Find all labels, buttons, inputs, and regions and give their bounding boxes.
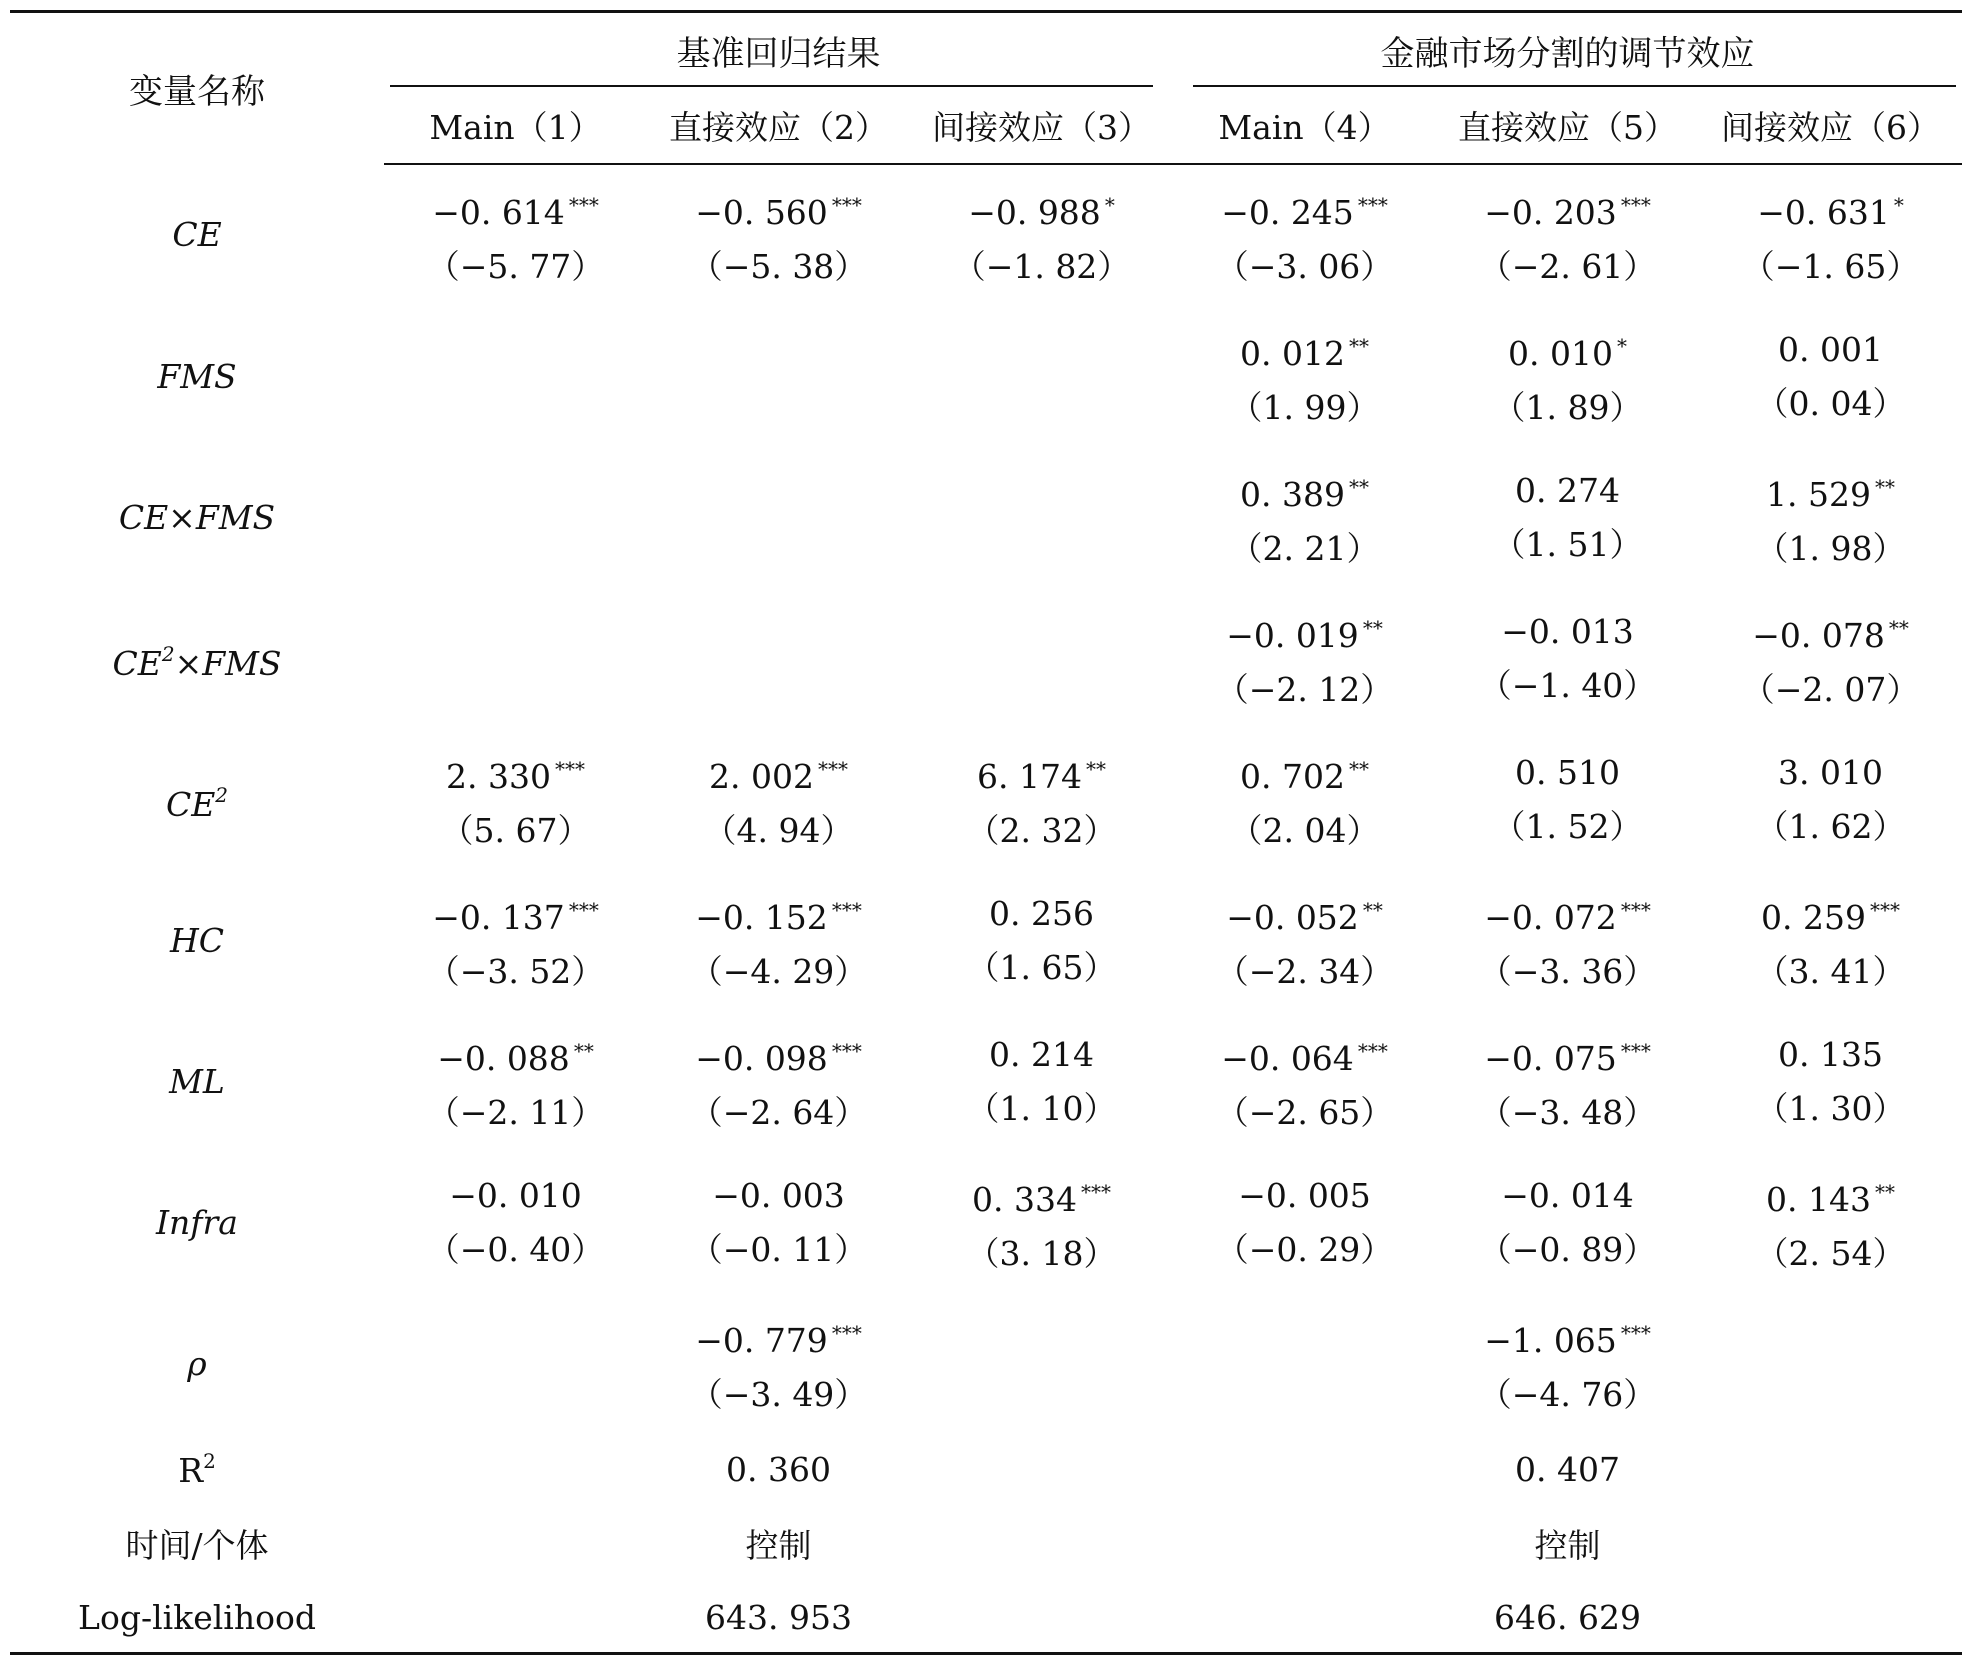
coefficient-line [1173, 1169, 1436, 1223]
table-cell [1699, 1293, 1962, 1434]
coefficient-line [1173, 1024, 1436, 1086]
t-statistic: （−4. 76） [1478, 1374, 1657, 1414]
variable-name [10, 729, 384, 870]
t-statistic: （−5. 38） [689, 246, 868, 286]
r2-superscript: 2 [203, 1448, 216, 1473]
coefficient-value: −0. 560 [695, 192, 828, 232]
column-header-1: Main（1） [384, 87, 647, 164]
significance-stars: *** [1357, 1038, 1388, 1063]
table-cell [1436, 306, 1699, 447]
significance-stars: ** [1348, 474, 1369, 499]
table-cell [384, 447, 647, 588]
column-header-6: 间接效应（6） [1699, 87, 1962, 164]
coefficient-line [1436, 746, 1699, 800]
significance-stars: ** [573, 1038, 594, 1063]
significance-stars: *** [1870, 897, 1900, 922]
variable-name [10, 588, 384, 729]
table-cell [1173, 870, 1436, 1011]
table-cell [1436, 1152, 1699, 1293]
coefficient-line [1699, 1165, 1962, 1227]
coefficient-value: 0. 274 [1515, 470, 1620, 510]
coefficient-line [1173, 319, 1436, 381]
table-cell [1436, 588, 1699, 729]
coefficient-line [647, 1169, 910, 1223]
table-cell [1173, 1152, 1436, 1293]
t-statistic: （−0. 11） [689, 1229, 868, 1269]
coefficient-value: −0. 779 [695, 1320, 828, 1360]
coefficient-line [910, 1165, 1173, 1227]
summary-value-r2-moderation: 0. 407 [1515, 1449, 1620, 1489]
coefficient-line [1436, 1169, 1699, 1223]
coefficient-line [1699, 883, 1962, 945]
t-statistic: （5. 67） [440, 810, 591, 850]
t-statistic: （−3. 48） [1478, 1092, 1657, 1132]
coefficient-line [1699, 460, 1962, 522]
significance-stars: *** [568, 192, 599, 217]
table-cell [647, 306, 910, 447]
coefficient-line [1436, 1024, 1699, 1086]
summary-label-controls: 时间/个体 [125, 1525, 269, 1565]
coefficient-value: 0. 012 [1240, 333, 1345, 373]
coefficient-line [1436, 319, 1699, 381]
significance-stars: *** [554, 756, 585, 781]
table-row [10, 1152, 1962, 1293]
table-cell [910, 447, 1173, 588]
significance-stars: ** [1348, 333, 1369, 358]
t-statistic: （2. 21） [1229, 528, 1380, 568]
coefficient-line [384, 1169, 647, 1223]
coefficient-value: −0. 014 [1501, 1175, 1634, 1215]
coefficient-value: 0. 143 [1766, 1179, 1871, 1219]
significance-stars: *** [1620, 897, 1651, 922]
t-statistic: （−0. 89） [1478, 1229, 1657, 1269]
significance-stars: ** [1362, 897, 1383, 922]
coefficient-line [384, 1024, 647, 1086]
group-header-moderation: 金融市场分割的调节效应 [1173, 12, 1962, 88]
variable-superscript: 2 [215, 782, 229, 807]
coefficient-line [384, 742, 647, 804]
significance-stars: ** [1085, 756, 1106, 781]
table-cell [1699, 588, 1962, 729]
coefficient-value: −0. 052 [1226, 897, 1359, 937]
coefficient-value: −0. 152 [695, 897, 828, 937]
coefficient-line [1173, 460, 1436, 522]
coefficient-value: −0. 245 [1221, 192, 1354, 232]
table-row [10, 588, 1962, 729]
variable-name-text: Infra [156, 1202, 238, 1242]
t-statistic: （−2. 07） [1741, 669, 1920, 709]
variable-name-text: CE [165, 784, 216, 824]
table-cell [1436, 729, 1699, 870]
table-cell [384, 306, 647, 447]
t-statistic: （1. 10） [966, 1088, 1117, 1128]
summary-row-log-likelihood [10, 1582, 1962, 1654]
t-statistic: （−3. 52） [426, 951, 605, 991]
t-statistic: （0. 04） [1755, 383, 1906, 423]
variable-name-text: CE×FMS [118, 497, 276, 537]
t-statistic: （4. 94） [703, 810, 854, 850]
coefficient-value: −0. 005 [1238, 1175, 1371, 1215]
table-cell [910, 1152, 1173, 1293]
table-cell [647, 164, 910, 306]
table-row [10, 306, 1962, 447]
t-statistic: （1. 65） [966, 947, 1117, 987]
coefficient-value: −0. 088 [437, 1038, 570, 1078]
table-cell [910, 729, 1173, 870]
significance-stars: * [1893, 192, 1904, 217]
summary-value-r2-baseline: 0. 360 [726, 1449, 831, 1489]
coefficient-line [1699, 601, 1962, 663]
coefficient-value: 0. 010 [1508, 333, 1613, 373]
coefficient-value: 6. 174 [977, 756, 1082, 796]
table-row [10, 447, 1962, 588]
table-cell [910, 588, 1173, 729]
table-cell [647, 588, 910, 729]
table-cell [1699, 164, 1962, 306]
coefficient-value: −0. 010 [449, 1175, 582, 1215]
coefficient-value: −0. 078 [1752, 615, 1885, 655]
significance-stars: * [1616, 333, 1627, 358]
coefficient-value: 2. 330 [446, 756, 551, 796]
t-statistic: （3. 41） [1755, 951, 1906, 991]
variable-superscript: 2 [161, 641, 175, 666]
column-header-5: 直接效应（5） [1436, 87, 1699, 164]
variable-name-text: FMS [157, 356, 237, 396]
table-row [10, 164, 1962, 306]
t-statistic: （−2. 61） [1478, 246, 1657, 286]
variable-name-text: CE [172, 215, 222, 254]
t-statistic: （−1. 40） [1478, 665, 1657, 705]
table-cell [1173, 729, 1436, 870]
table-cell [384, 588, 647, 729]
coefficient-value: −0. 631 [1757, 192, 1890, 232]
coefficient-value: −0. 988 [968, 192, 1101, 232]
t-statistic: （1. 51） [1492, 524, 1643, 564]
coefficient-value: −0. 003 [712, 1175, 845, 1215]
coefficient-value: 2. 002 [709, 756, 814, 796]
table-cell [647, 1152, 910, 1293]
t-statistic: （1. 52） [1492, 806, 1643, 846]
column-header-4: Main（4） [1173, 87, 1436, 164]
table-row [10, 1011, 1962, 1152]
t-statistic: （2. 32） [966, 810, 1117, 850]
variable-name-header: 变量名称 [129, 72, 265, 112]
t-statistic: （−2. 65） [1215, 1092, 1394, 1132]
summary-label-r2 [10, 1434, 384, 1504]
coefficient-line [1699, 323, 1962, 377]
significance-stars: *** [831, 1038, 862, 1063]
significance-stars: *** [831, 897, 862, 922]
table-cell [1699, 870, 1962, 1011]
t-statistic: （−3. 36） [1478, 951, 1657, 991]
table-cell [384, 1293, 647, 1434]
coefficient-line [647, 1024, 910, 1086]
t-statistic: （1. 98） [1755, 528, 1906, 568]
table-cell [647, 447, 910, 588]
t-statistic: （−4. 29） [689, 951, 868, 991]
variable-name-suffix: ×FMS [174, 643, 282, 683]
coefficient-value: −0. 614 [432, 192, 565, 232]
t-statistic: （3. 18） [966, 1233, 1117, 1273]
coefficient-line [647, 1306, 910, 1368]
group-header-baseline: 基准回归结果 [384, 12, 1173, 88]
table-cell [647, 729, 910, 870]
coefficient-value: −0. 203 [1484, 192, 1617, 232]
variable-name [10, 1011, 384, 1152]
column-header-3: 间接效应（3） [910, 87, 1173, 164]
coefficient-value: 0. 256 [989, 893, 1094, 933]
coefficient-value: 0. 510 [1515, 752, 1620, 792]
coefficient-line [647, 883, 910, 945]
t-statistic: （1. 89） [1492, 387, 1643, 427]
summary-value-controls-baseline: 控制 [745, 1525, 812, 1565]
coefficient-value: 3. 010 [1778, 752, 1883, 792]
coefficient-line [910, 742, 1173, 804]
coefficient-line [1436, 464, 1699, 518]
coefficient-value: 0. 214 [989, 1034, 1094, 1074]
summary-value-controls-moderation: 控制 [1534, 1525, 1601, 1565]
table-cell [647, 1293, 910, 1434]
table-cell [1699, 1152, 1962, 1293]
table-cell [647, 1011, 910, 1152]
significance-stars: ** [1875, 474, 1895, 499]
variable-name [10, 870, 384, 1011]
significance-stars: * [1104, 192, 1115, 217]
coefficient-line [384, 178, 647, 240]
table-cell [1436, 447, 1699, 588]
summary-value-ll-moderation: 646. 629 [1494, 1597, 1641, 1637]
variable-name-text: ML [169, 1061, 225, 1101]
table-cell [910, 1011, 1173, 1152]
coefficient-value: −1. 065 [1484, 1320, 1617, 1360]
table-cell [384, 1152, 647, 1293]
table-cell [384, 729, 647, 870]
header-group-row [10, 12, 1962, 88]
coefficient-value: 0. 135 [1778, 1034, 1883, 1074]
t-statistic: （−2. 11） [426, 1092, 605, 1132]
significance-stars: ** [1875, 1179, 1895, 1204]
variable-name [10, 447, 384, 588]
t-statistic: （−3. 49） [689, 1374, 868, 1414]
coefficient-value: −0. 098 [695, 1038, 828, 1078]
significance-stars: *** [831, 1320, 862, 1345]
coefficient-line [910, 178, 1173, 240]
coefficient-value: −0. 019 [1226, 615, 1359, 655]
variable-name-text: ρ [187, 1343, 207, 1383]
coefficient-value: −0. 013 [1501, 611, 1634, 651]
coefficient-value: −0. 072 [1484, 897, 1617, 937]
significance-stars: *** [1080, 1179, 1111, 1204]
table-row [10, 870, 1962, 1011]
summary-row-controls [10, 1504, 1962, 1582]
t-statistic: （−1. 65） [1741, 246, 1920, 286]
significance-stars: *** [568, 897, 599, 922]
coefficient-line [647, 742, 910, 804]
coefficient-line [1173, 178, 1436, 240]
table-cell [1436, 164, 1699, 306]
table-cell [1436, 1293, 1699, 1434]
t-statistic: （1. 30） [1755, 1088, 1906, 1128]
variable-name-text: CE [112, 643, 162, 683]
variable-name [10, 164, 384, 306]
regression-table [10, 10, 1962, 1655]
table-cell [1173, 164, 1436, 306]
table-cell [384, 870, 647, 1011]
coefficient-line [1699, 178, 1962, 240]
variable-name [10, 306, 384, 447]
t-statistic: （−2. 34） [1215, 951, 1394, 991]
table-cell [1436, 1011, 1699, 1152]
coefficient-value: 0. 702 [1240, 756, 1345, 796]
column-header-2: 直接效应（2） [647, 87, 910, 164]
coefficient-value: −0. 064 [1221, 1038, 1354, 1078]
table-row [10, 729, 1962, 870]
table-cell [910, 870, 1173, 1011]
summary-row-r2 [10, 1434, 1962, 1504]
t-statistic: （−0. 29） [1215, 1229, 1394, 1269]
significance-stars: *** [817, 756, 848, 781]
coefficient-value: 0. 334 [972, 1179, 1077, 1219]
table-cell [1173, 1293, 1436, 1434]
coefficient-line [910, 887, 1173, 941]
variable-name [10, 1293, 384, 1434]
table-cell [384, 1011, 647, 1152]
t-statistic: （1. 62） [1755, 806, 1906, 846]
table-header [10, 12, 1962, 165]
table-cell [1699, 447, 1962, 588]
t-statistic: （−2. 12） [1215, 669, 1394, 709]
table-cell [384, 164, 647, 306]
variable-name [10, 1152, 384, 1293]
table-cell [1699, 729, 1962, 870]
significance-stars: *** [1357, 192, 1388, 217]
coefficient-line [647, 178, 910, 240]
significance-stars: *** [1620, 192, 1651, 217]
coefficient-line [1699, 1028, 1962, 1082]
table-cell [1436, 870, 1699, 1011]
table-cell [1699, 1011, 1962, 1152]
summary-value-ll-baseline: 643. 953 [705, 1597, 852, 1637]
coefficient-value: −0. 075 [1484, 1038, 1617, 1078]
table-cell [1173, 447, 1436, 588]
coefficient-value: −0. 137 [432, 897, 565, 937]
t-statistic: （−3. 06） [1215, 246, 1394, 286]
coefficient-value: 0. 389 [1240, 474, 1345, 514]
table-body [10, 164, 1962, 1654]
coefficient-value: 1. 529 [1766, 474, 1871, 514]
t-statistic: （1. 99） [1229, 387, 1380, 427]
table-cell [910, 1293, 1173, 1434]
table-cell [1699, 306, 1962, 447]
significance-stars: ** [1362, 615, 1383, 640]
table-cell [1173, 306, 1436, 447]
t-statistic: （2. 04） [1229, 810, 1380, 850]
coefficient-line [1436, 178, 1699, 240]
t-statistic: （2. 54） [1755, 1233, 1906, 1273]
significance-stars: *** [1620, 1320, 1651, 1345]
coefficient-line [1173, 601, 1436, 663]
table-cell [910, 164, 1173, 306]
significance-stars: ** [1348, 756, 1369, 781]
coefficient-value: 0. 259 [1761, 897, 1866, 937]
r2-label-text: R [178, 1450, 204, 1490]
table-row [10, 1293, 1962, 1434]
significance-stars: ** [1888, 615, 1909, 640]
table-cell [1173, 1011, 1436, 1152]
coefficient-line [1173, 883, 1436, 945]
coefficient-line [1699, 746, 1962, 800]
table-cell [910, 306, 1173, 447]
t-statistic: （−5. 77） [426, 246, 605, 286]
coefficient-line [1436, 605, 1699, 659]
variable-name-text: HC [169, 920, 225, 960]
table-cell [647, 870, 910, 1011]
summary-label-log-likelihood: Log-likelihood [78, 1597, 316, 1637]
coefficient-line [1436, 883, 1699, 945]
significance-stars: *** [1620, 1038, 1651, 1063]
t-statistic: （−2. 64） [689, 1092, 868, 1132]
coefficient-line [1173, 742, 1436, 804]
coefficient-line [910, 1028, 1173, 1082]
coefficient-value: 0. 001 [1778, 329, 1883, 369]
significance-stars: *** [831, 192, 862, 217]
coefficient-line [384, 883, 647, 945]
table-cell [1173, 588, 1436, 729]
t-statistic: （−1. 82） [952, 246, 1131, 286]
coefficient-line [1436, 1306, 1699, 1368]
t-statistic: （−0. 40） [426, 1229, 605, 1269]
